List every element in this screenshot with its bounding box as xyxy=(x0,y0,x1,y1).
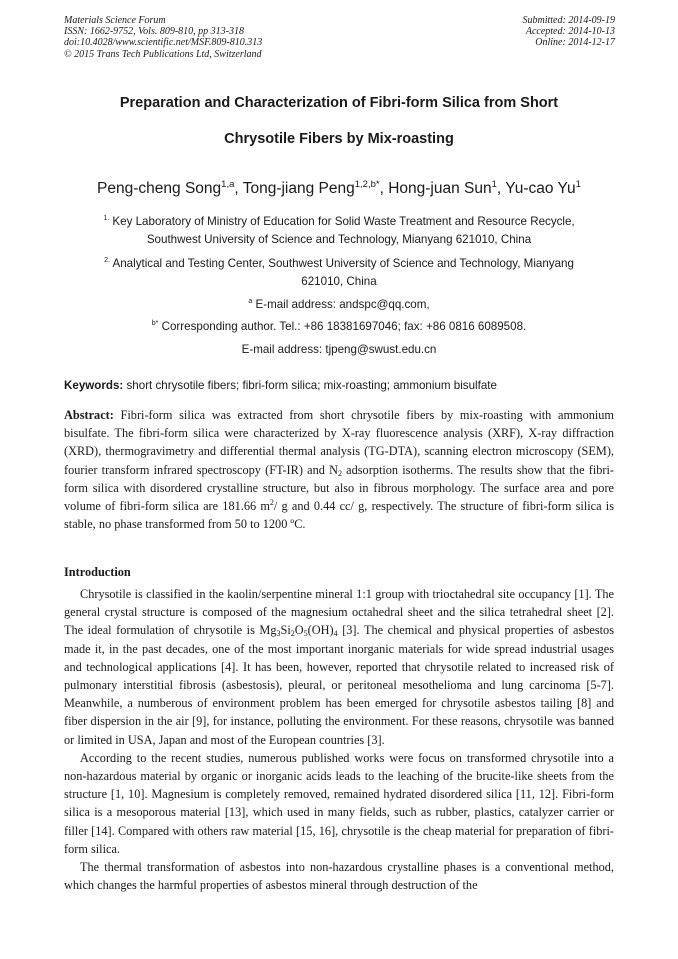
paragraph xyxy=(64,585,614,749)
author-name: Yu-cao Yu xyxy=(505,180,576,197)
paper-title-line-2: Chrysotile Fibers by Mix-roasting xyxy=(224,131,454,147)
affiliation-text: Analytical and Testing Center, Southwest University of Science and Technology, Mianyang xyxy=(109,257,574,270)
author-name: Peng-cheng Song xyxy=(97,180,222,197)
corresponding-mark: b* xyxy=(151,320,159,327)
accepted-date: Accepted: 2014-10-13 xyxy=(525,26,615,38)
paragraph: The thermal transformation of asbestos into non-hazardous crystalline phases is a conventional method, which changes the harmful properties of asbestos mineral through destruction of the xyxy=(64,860,614,893)
formula-part: O xyxy=(294,623,304,638)
abstract-text: / g and 0.44 cc/ g, respectively. The structure of fibri-form silica is stable, no phase transformed from 50 to 1200 ºC. xyxy=(64,499,614,532)
abstract-text: adsorption isotherms. The results show that the fibri-form silica with disordered crystalline structure, but also in fibrous morphology. The surface area and pore volume of fibri-form silica are 181.66 m xyxy=(64,462,614,514)
paragraph-text: Chrysotile is classified in the kaolin/serpentine mineral 1:1 group with trioctahedral site occupancy [1]. The general crystal structure is composed of the magnesium octahedral sheet and the silica tetrahedral sheet [2]. The ideal formulation of chrysotile is Mg xyxy=(64,587,614,638)
author-name: Tong-jiang Peng xyxy=(242,180,355,197)
affiliation-text: 621010, China xyxy=(301,275,377,288)
introduction-body xyxy=(64,585,614,894)
journal-name: Materials Science Forum xyxy=(64,15,166,26)
paper-title-line-1: Preparation and Characterization of Fibri-form Silica from Short xyxy=(119,95,559,111)
affiliation-2 xyxy=(40,255,638,291)
journal-info xyxy=(64,15,262,60)
section-heading: Introduction xyxy=(64,565,131,579)
author-separator: , xyxy=(496,180,506,197)
author-affiliation-mark: 1 xyxy=(491,179,497,190)
email-mark: a xyxy=(248,298,253,305)
author-affiliation-mark: 1 xyxy=(575,179,581,190)
publication-dates xyxy=(523,15,616,49)
corresponding-text: Corresponding author. Tel.: +86 18381697046; fax: +86 0816 6089508. xyxy=(158,320,527,333)
keywords-label: Keywords: xyxy=(64,379,124,392)
subscript: 3 xyxy=(276,629,281,639)
issn: ISSN: 1662-9752, Vols. 809-810, pp 313-318 xyxy=(64,26,244,38)
affiliation-mark: 2. xyxy=(104,257,110,264)
subscript: 2 xyxy=(290,629,295,639)
formula-part: (OH) xyxy=(307,623,334,638)
doi: doi:10.4028/www.scientific.net/MSF.809-810.313 xyxy=(64,37,263,49)
author-email-b xyxy=(40,341,638,359)
paragraph: According to the recent studies, numerous published works were focus on transformed chrysotile into a non-hazardous material by organic or inorganic acids leads to the leaching of the brucite-like sheets from the structure [1, 10]. Magnesium is completely removed, remained hydrated disordered silica [11, 12]. Fibri-form silica is a mesoporous material [13], which used in many fields, such as rubber, plastics, catalyzer carrier or filler [14]. Compared with others raw material [15, 16], chrysotile is the cheap material for preparation of fibri-form silica. xyxy=(64,750,614,856)
abstract-label: Abstract: xyxy=(64,408,114,422)
author-name: Hong-juan Sun xyxy=(388,180,492,197)
affiliation-text: Key Laboratory of Ministry of Education for Solid Waste Treatment and Resource Recycle, xyxy=(109,215,575,228)
email-text: E-mail address: tjpeng@swust.edu.cn xyxy=(241,343,437,356)
abstract-text: Fibri-form silica was extracted from short chrysotile fibers by mix-roasting with ammonium bisulfate. The fibri-form silica were characterized by X-ray fluorescence analysis (XRF), X-ray diffraction (XRD), thermogravimetry and differential thermal analysis (TG-DTA), scanning electron microscopy (SEM), fourier transform infrared spectroscopy (FT-IR) and N xyxy=(64,408,614,477)
copyright: © 2015 Trans Tech Publications Ltd, Switzerland xyxy=(64,48,262,60)
author-list xyxy=(40,180,638,198)
superscript: 2 xyxy=(269,498,274,508)
email-text: E-mail address: andspc@qq.com, xyxy=(252,298,430,311)
affiliation-1 xyxy=(40,213,638,249)
author-affiliation-mark: 1,2,b* xyxy=(354,179,380,190)
corresponding-author xyxy=(40,318,638,336)
abstract xyxy=(64,406,614,533)
formula-part: Si xyxy=(280,623,291,638)
author-separator: , xyxy=(234,180,243,197)
author-email-a xyxy=(40,296,638,314)
keywords xyxy=(64,379,497,392)
online-date: Online: 2014-12-17 xyxy=(535,37,615,49)
author-separator: , xyxy=(379,180,389,197)
author-affiliation-mark: 1,a xyxy=(221,179,235,190)
subscript: 4 xyxy=(333,629,338,639)
subscript: 5 xyxy=(303,629,308,639)
paragraph-text: [3]. The chemical and physical properties of asbestos made it, in the past decades, one of the most important inorganic materials for wide spread industrial usages and technological applications [4]. It has been, however, reported that chrysotile related to increased risk of pulmonary interstitial fibrosis (asbestosis), pleural, or peritoneal mesothelioma and lung carcinoma [5-7]. Meanwhile, a numberous of environment problem has been emerged for chrysotile asbestos tailing [8] and fiber dispersion in the air [9], for instance, polluting the environment. For these reasons, chrysotile was banned or limited in USA, Japan and most of the European countries [3]. xyxy=(64,623,614,747)
keywords-text: short chrysotile fibers; fibri-form silica; mix-roasting; ammonium bisulfate xyxy=(123,379,497,392)
affiliation-text: Southwest University of Science and Technology, Mianyang 621010, China xyxy=(146,233,532,246)
submitted-date: Submitted: 2014-09-19 xyxy=(522,15,615,26)
subscript: 2 xyxy=(337,468,342,478)
affiliation-mark: 1. xyxy=(103,215,110,222)
